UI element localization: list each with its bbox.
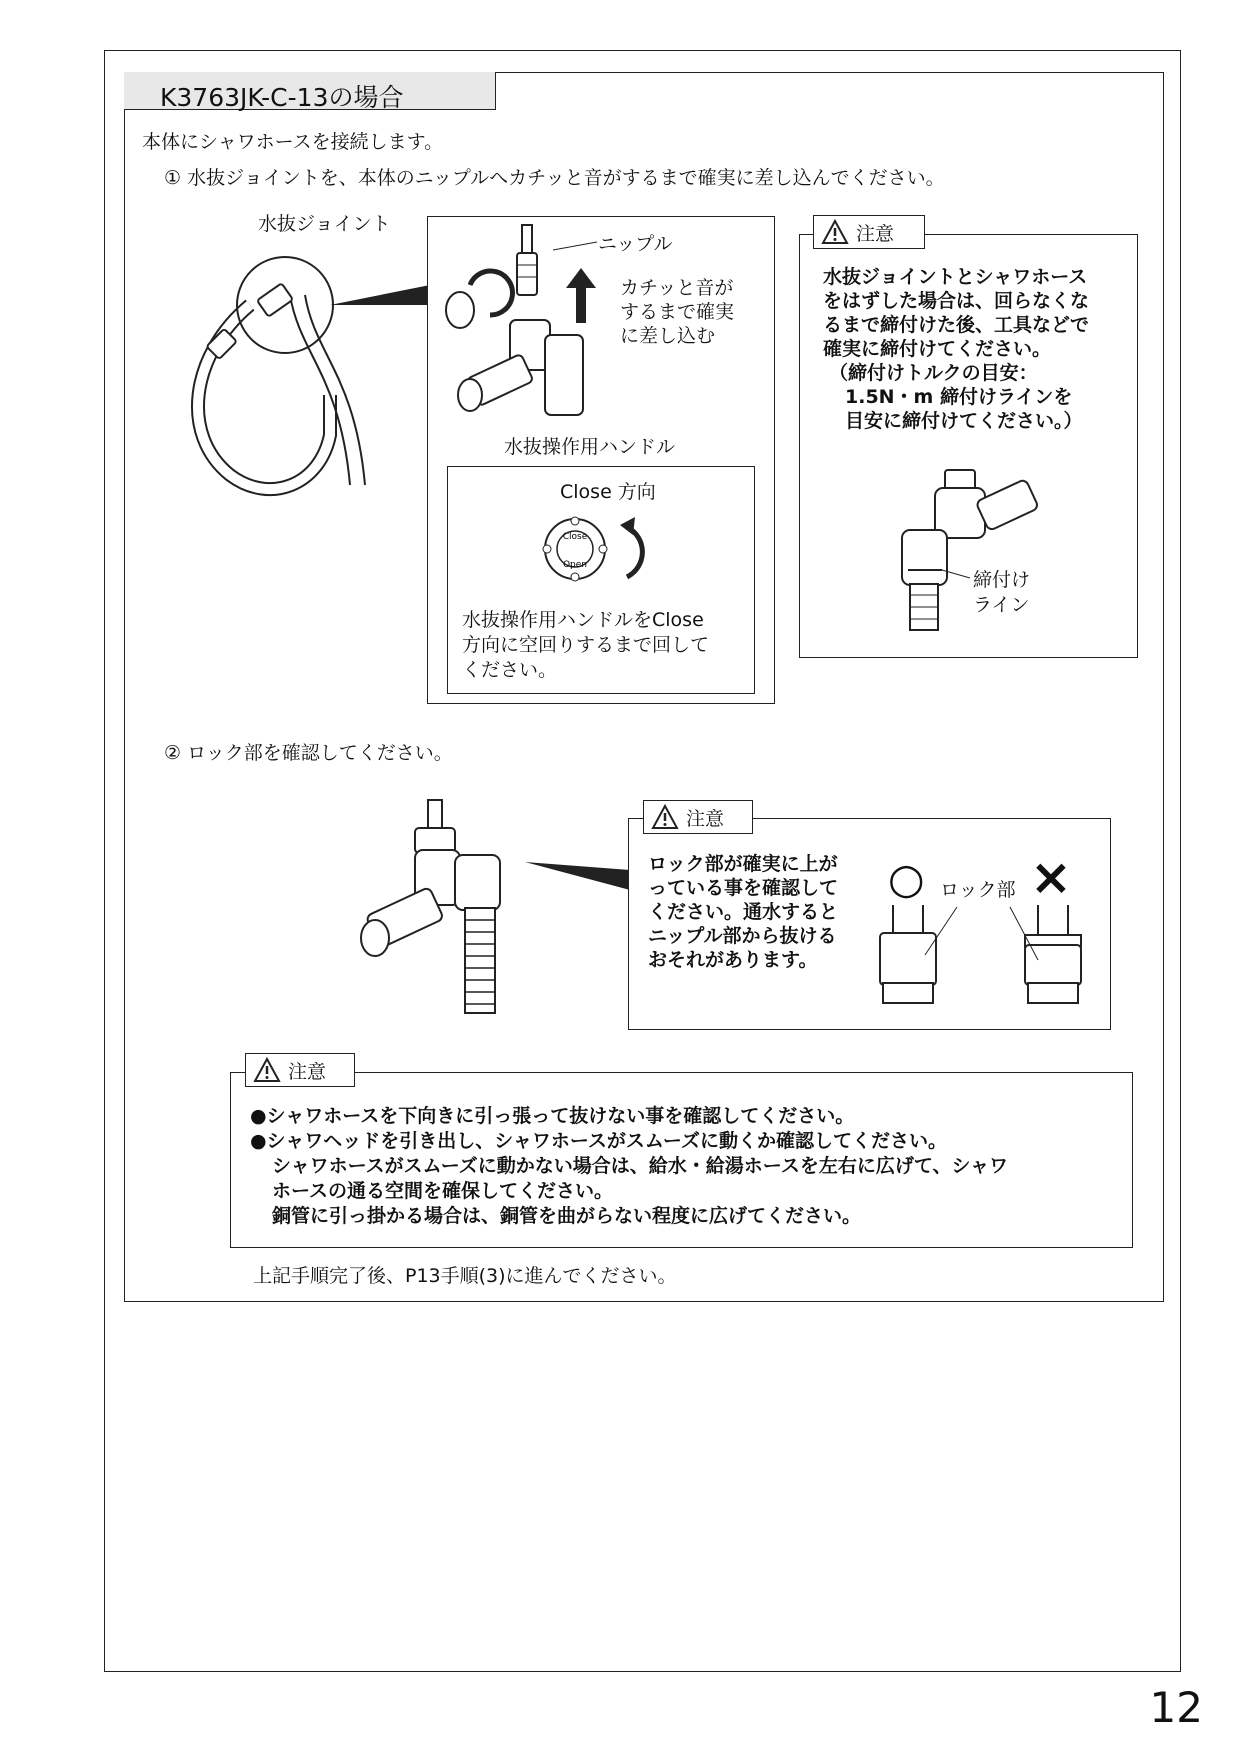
ok-symbol: ○ xyxy=(888,854,925,903)
lock-ng-illustration xyxy=(1010,905,1100,1005)
arrow-note: カチッと音が するまで確実 に差し込む xyxy=(620,277,735,347)
joint-label: 水抜ジョイント xyxy=(258,213,391,235)
close-note: 水抜操作用ハンドルをClose 方向に空回りするまで回して ください。 xyxy=(462,609,710,681)
insert-arrow xyxy=(566,268,596,323)
hose-illustration xyxy=(190,235,430,510)
lock-valve-illustration xyxy=(360,800,640,1015)
lock-ok-illustration xyxy=(875,905,965,1005)
caution3-tab: 注意 xyxy=(245,1053,355,1087)
warning-icon xyxy=(822,220,848,244)
nipple-illustration xyxy=(450,225,600,435)
warning-icon xyxy=(652,805,678,829)
caution1-text: 水抜ジョイントとシャワホース をはずした場合は、回らなくな るまで締付けた後、工具などで 確実に締付けてください。 （締付けトルクの目安： 1.5N・m 締付けラインを 目安に締付けてください。） xyxy=(823,266,1090,432)
warning-icon xyxy=(254,1058,280,1082)
nipple-label: ニップル xyxy=(598,233,673,255)
intro-text: 本体にシャワホースを接続します。 xyxy=(142,131,444,153)
section-title: K3763JK-C-13の場合 xyxy=(124,72,496,110)
tighten-label: 締付け ライン xyxy=(973,569,1031,616)
handle-knob-icon xyxy=(535,515,655,585)
caution3-text: ●シャワホースを下向きに引っ張って抜けない事を確認してください。 ●シャワヘッドを引き出し、シャワホースがスムーズに動くか確認してください。 シャワホースがスムーズに動かない場合は、給水・給湯ホースを左右に広げて、シャワ ホースの通る空間を確保してください。 銅管に引っ掛かる場合は、銅管を曲がらない程度に広げてください。 xyxy=(250,1105,1009,1227)
ng-symbol: × xyxy=(1030,848,1072,906)
caution1-tab: 注意 xyxy=(813,215,925,249)
lock-label: ロック部 xyxy=(940,879,1016,901)
page-number: 12 xyxy=(1149,1683,1203,1732)
nipple-leader xyxy=(553,240,598,252)
knob-open-text: Open xyxy=(562,560,588,570)
close-title: Close 方向 xyxy=(560,481,656,503)
step1-instruction: ① 水抜ジョイントを、本体のニップルへカチッと音がするまで確実に差し込んでください。 xyxy=(164,167,945,189)
caution2-text: ロック部が確実に上が っている事を確認して ください。通水すると ニップル部から抜ける おそれがあります。 xyxy=(648,853,839,971)
handle-label: 水抜操作用ハンドル xyxy=(504,436,676,458)
footer-note: 上記手順完了後、P13手順(3)に進んでください。 xyxy=(253,1265,677,1287)
knob-close-text: Close xyxy=(562,532,588,542)
caution2-tab: 注意 xyxy=(643,800,753,834)
step2-instruction: ② ロック部を確認してください。 xyxy=(164,742,453,764)
